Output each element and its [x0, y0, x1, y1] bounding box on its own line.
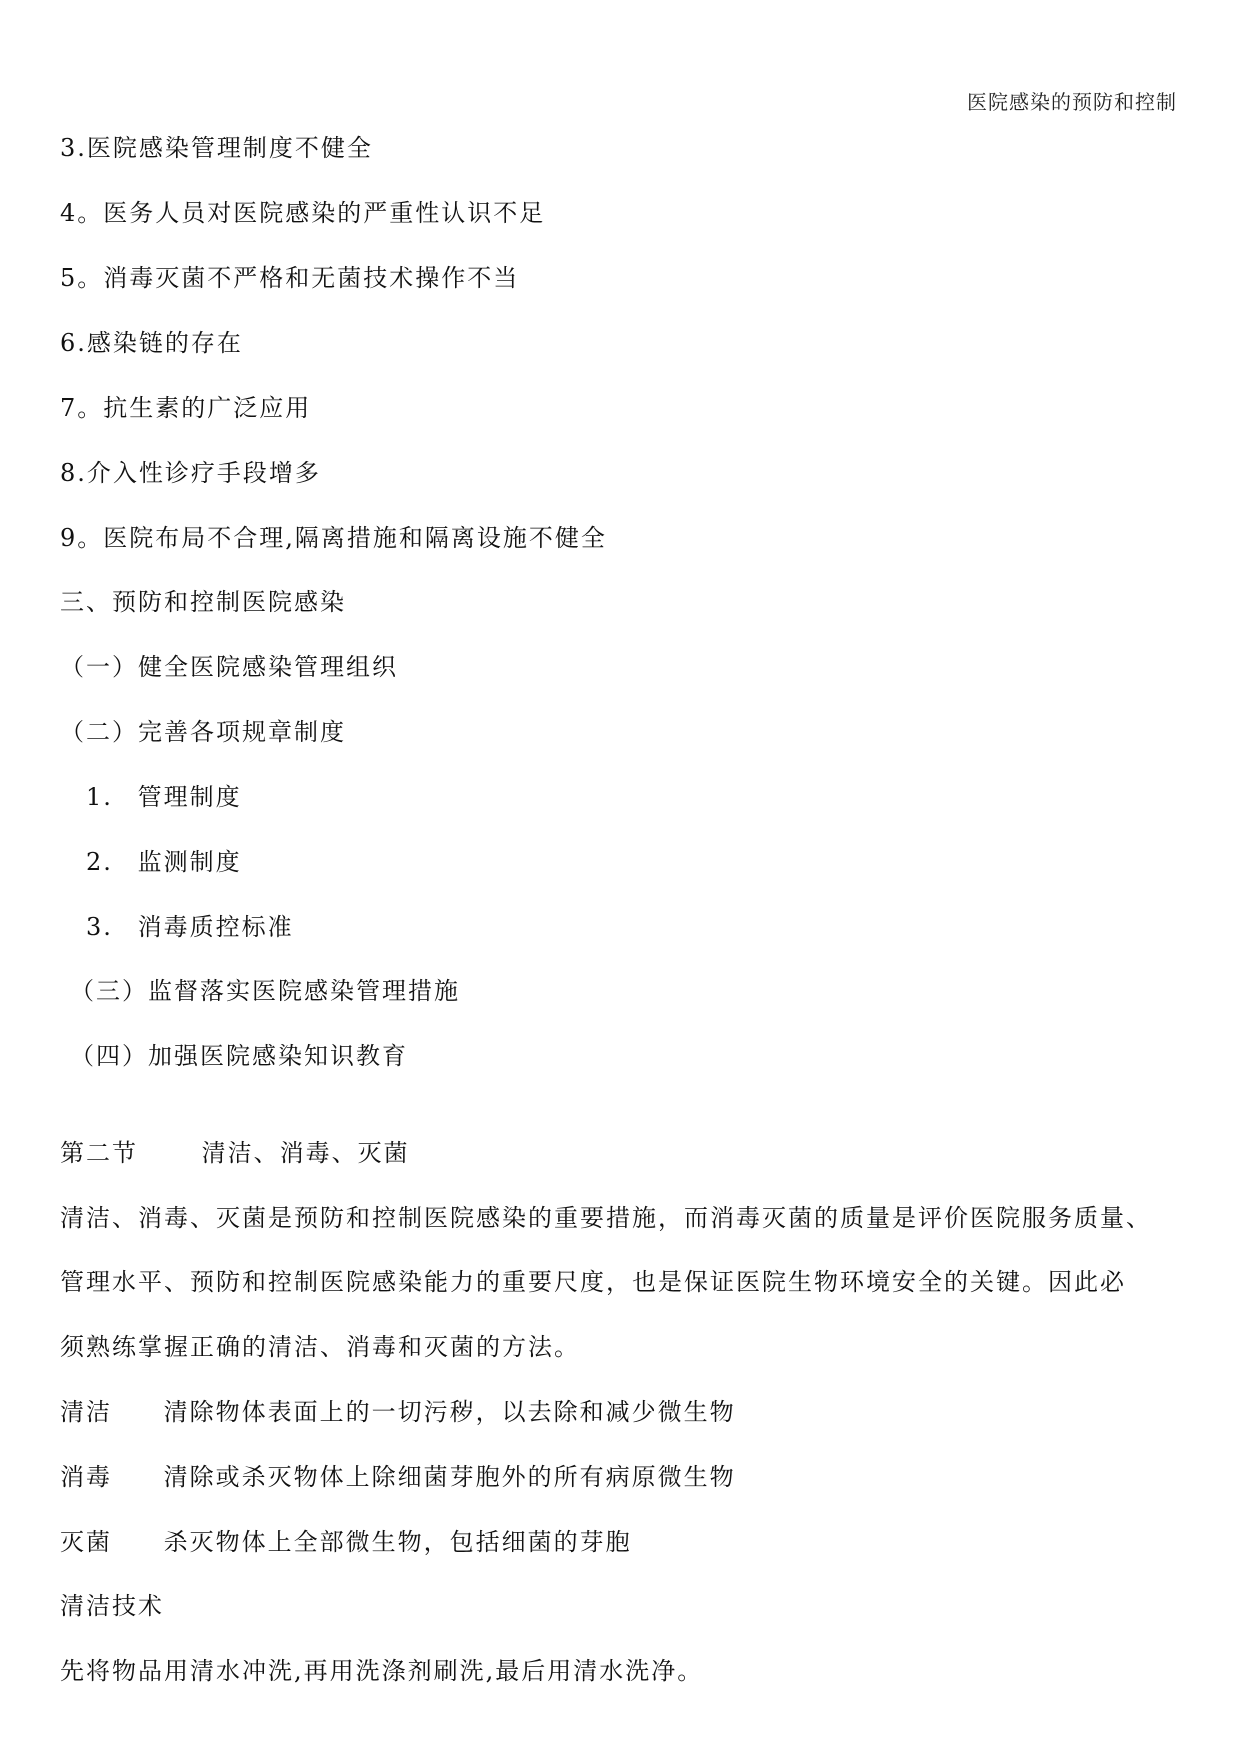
- list-item-5: 5。消毒灭菌不严格和无菌技术操作不当: [60, 264, 520, 292]
- paragraph-line-3: 须熟练掌握正确的清洁、消毒和灭菌的方法。: [60, 1333, 580, 1361]
- subitem-label: 消毒质控标准: [137, 913, 294, 941]
- term: 消毒: [60, 1463, 112, 1491]
- subitem-disinfection-standard: [86, 915, 294, 939]
- definition-cleaning: [60, 1400, 736, 1424]
- subitem-monitoring: [86, 850, 242, 874]
- paragraph-line-2: 管理水平、预防和控制医院感染能力的重要尺度，也是保证医院生物环境安全的关键。因此必: [60, 1268, 1126, 1296]
- subsection-supervision: （三）监督落实医院感染管理措施: [70, 977, 460, 1005]
- subitem-label: 管理制度: [137, 783, 242, 811]
- term: 清洁: [60, 1398, 112, 1426]
- definition: 清除物体表面上的一切污秽，以去除和减少微生物: [163, 1398, 736, 1426]
- technique-text: 先将物品用清水冲洗,再用洗涤剂刷洗,最后用清水洗净。: [60, 1657, 704, 1685]
- section-title: [60, 1141, 410, 1165]
- subitem-number: 3.: [86, 913, 113, 941]
- paragraph-line-1: 清洁、消毒、灭菌是预防和控制医院感染的重要措施，而消毒灭菌的质量是评价医院服务质量、: [60, 1204, 1152, 1232]
- list-item-7: 7。抗生素的广泛应用: [60, 394, 312, 422]
- definition: 清除或杀灭物体上除细菌芽胞外的所有病原微生物: [163, 1463, 736, 1491]
- subsection-education: （四）加强医院感染知识教育: [70, 1042, 408, 1070]
- term: 灭菌: [60, 1528, 112, 1556]
- list-item-9: 9。医院布局不合理,隔离措施和隔离设施不健全: [60, 524, 607, 552]
- definition-sterilization: [60, 1530, 632, 1554]
- list-item-6: 6.感染链的存在: [60, 329, 243, 357]
- list-item-8: 8.介入性诊疗手段增多: [60, 459, 321, 487]
- list-item-4: 4。医务人员对医院感染的严重性认识不足: [60, 199, 546, 227]
- definition-disinfection: [60, 1465, 736, 1489]
- definition: 杀灭物体上全部微生物，包括细菌的芽胞: [163, 1528, 632, 1556]
- technique-title: 清洁技术: [60, 1592, 164, 1620]
- page-header: 医院感染的预防和控制: [967, 90, 1177, 114]
- section-name: 清洁、消毒、灭菌: [201, 1139, 410, 1167]
- list-item-3: 3.医院感染管理制度不健全: [60, 134, 373, 162]
- subitem-label: 监测制度: [137, 848, 242, 876]
- subitem-number: 1.: [86, 783, 113, 811]
- subsection-regulations: （二）完善各项规章制度: [60, 718, 346, 746]
- subitem-number: 2.: [86, 848, 113, 876]
- subsection-organization: （一）健全医院感染管理组织: [60, 653, 398, 681]
- subitem-management: [86, 785, 242, 809]
- section-heading-prevention: 三、预防和控制医院感染: [60, 588, 346, 616]
- section-label: 第二节: [60, 1139, 138, 1167]
